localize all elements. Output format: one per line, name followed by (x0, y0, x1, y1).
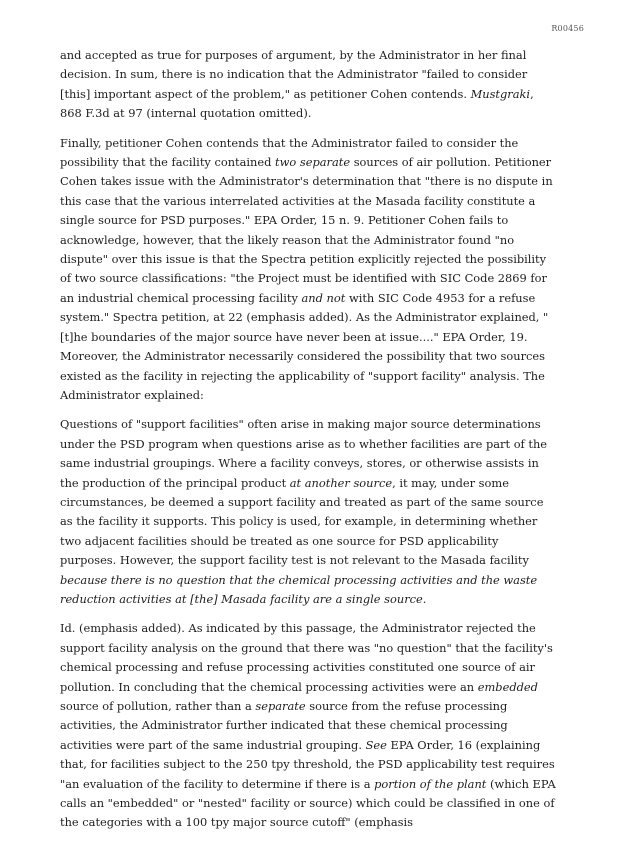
emphasis-text: See (365, 737, 387, 752)
block-quote (60, 415, 558, 609)
text-run: , it may, under some circumstances, be deemed a support facility and treated as part of the same source as the facility it supports. This policy is used, for example, in determining whether two adjacent facilities should be treated as one source for PSD applicability purposes. However, the support facility test is not relevant to the Masada facility (60, 475, 544, 568)
emphasis-text: separate (255, 699, 306, 713)
emphasis-text: portion of the plant (374, 776, 487, 791)
text-run: (which EPA calls an "embedded" or "nested" facility or source) which could be classified in one of the categories with a 100 tpy major source cutoff" (emphasis (60, 776, 556, 830)
text-run: sources of air pollution. Petitioner Cohen takes issue with the Administrator's determination that "there is no dispute in this case that the various interrelated activities at the Masada facility constitute a single source for PSD purposes." EPA Order, 15 n. 9. Petitioner Cohen fails to acknowledge, however, that the likely reason that the Administrator found "no dispute" over this issue is that the Spectra petition explicitly rejected the possibility of two source classifications: "the Project must be identified with SIC Code 2869 for an industrial chemical processing facility (60, 155, 553, 305)
text-run: source of pollution, rather than a (60, 699, 256, 713)
paragraph-1 (60, 46, 558, 124)
text-run: Questions of "support facilities" often arise in making major source determinations under the PSD program when questions arise as to whether facilities are part of the same industrial groupings. Where a facility conveys, stores, or otherwise assists in the production of the principal product (60, 417, 548, 490)
text-run: with SIC Code 4953 for a refuse system." Spectra petition, at 22 (emphasis added). As the Administrator explained, "[t]he boundaries of the major source have never been at issue...." EPA Order, 19. Moreover, the Administrator necessarily considered the possibility that two sources existed as the facility in rejecting the applicability of "support facility" analysis. The Administrator explained: (60, 290, 549, 402)
text-run: source from the refuse processing activities, the Administrator further indicated that these chemical processing activities were part of the same industrial grouping. (60, 699, 508, 752)
emphasis-text: and not (301, 290, 346, 305)
text-run: , 868 F.3d at 97 (internal quotation omitted). (60, 86, 534, 121)
text-run: and accepted as true for purposes of argument, by the Administrator in her final decision. In sum, there is no indication that the Administrator "failed to consider [this] important aspect of the problem," as petitioner Cohen contends. (60, 48, 528, 101)
document-body (60, 46, 558, 843)
text-run: Id. (emphasis added). As indicated by this passage, the Administrator rejected the support facility analysis on the ground that there was "no question" that the facility's chemical processing and refuse processing activities constituted one source of air pollution. In concluding that the chemical processing activities were an (60, 621, 553, 694)
paragraph-4 (60, 619, 558, 832)
emphasis-text: two separate (275, 155, 351, 170)
emphasis-text: because there is no question that the chemical processing activities and the waste reduction activities at [the] Masada facility are a single source. (60, 572, 538, 606)
emphasis-text: Mustgraki (470, 86, 531, 101)
page-header-label: R00456 (551, 24, 584, 33)
text-run: EPA Order, 16 (explaining that, for facilities subject to the 250 tpy threshold, the PSD applicability test requires "an evaluation of the facility to determine if there is a (60, 737, 555, 791)
paragraph-2 (60, 134, 558, 406)
emphasis-text: embedded (477, 679, 538, 694)
emphasis-text: at another source (289, 475, 393, 490)
text-run: Finally, petitioner Cohen contends that the Administrator failed to consider the possibility that the facility contained (60, 135, 519, 170)
